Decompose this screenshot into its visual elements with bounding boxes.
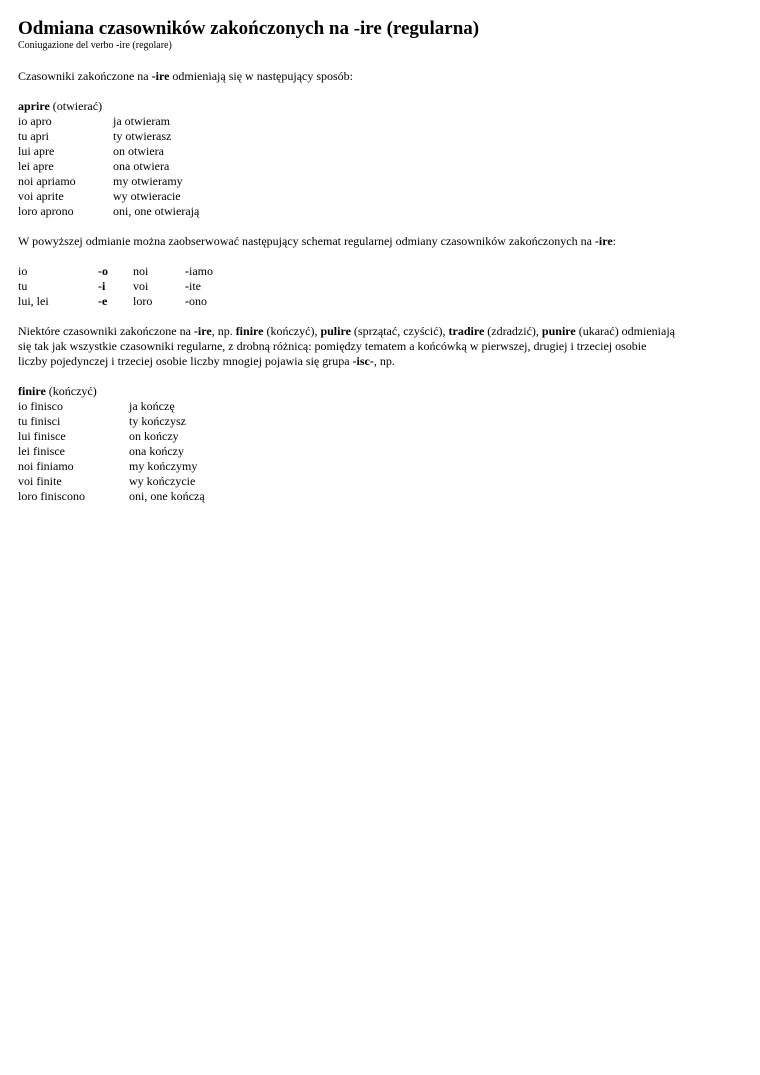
polish-form: ty otwierasz: [113, 129, 172, 143]
conjugation-row: [18, 459, 708, 474]
conjugation-row: [18, 174, 708, 189]
intro-text-before: Czasowniki zakończone na: [18, 69, 152, 83]
finire-conjugation: [18, 384, 708, 504]
italian-form: io apro: [18, 114, 52, 128]
polish-form: ty kończysz: [129, 414, 186, 428]
plural-ending: [185, 264, 213, 279]
page-subtitle: Coniugazione del verbo -ire (regolare): [18, 40, 172, 51]
note-verb-pulire: pulire: [320, 324, 351, 338]
plural-pronoun: loro: [133, 294, 153, 308]
singular-pronoun: io: [18, 264, 28, 278]
polish-form: on otwiera: [113, 144, 164, 158]
pattern-intro-text-before: W powyższej odmianie można zaobserwować następujący schemat regularnej odmiany czasowników zakończonych na: [18, 234, 595, 248]
note-text: (zdradzić),: [484, 324, 542, 338]
pattern-row: [18, 264, 708, 279]
plural-ending: [185, 294, 207, 309]
note-text: , np.: [373, 354, 395, 368]
conjugation-row: [18, 489, 708, 504]
plural-pronoun: voi: [133, 279, 149, 293]
plural-ending-rest: ono: [189, 294, 207, 308]
pattern-row: [18, 279, 708, 294]
polish-form: oni, one otwierają: [113, 204, 200, 218]
finire-verb: finire: [18, 384, 46, 398]
note-verb-punire: punire: [541, 324, 576, 338]
isc-note-paragraph: [18, 324, 678, 369]
conjugation-row: [18, 474, 708, 489]
polish-form: ona otwiera: [113, 159, 170, 173]
conjugation-row: [18, 129, 708, 144]
polish-form: ja kończę: [129, 399, 175, 413]
plural-ending-rest: ite: [189, 279, 201, 293]
italian-form: noi apriamo: [18, 174, 76, 188]
polish-form: my otwieramy: [113, 174, 183, 188]
polish-form: ja otwieram: [113, 114, 170, 128]
conjugation-row: [18, 414, 708, 429]
singular-pronoun: lui, lei: [18, 294, 49, 308]
conjugation-row: [18, 444, 708, 459]
italian-form: voi aprite: [18, 189, 64, 203]
plural-ending: [185, 279, 201, 294]
note-verb-finire: finire: [235, 324, 264, 338]
aprire-verb: aprire: [18, 99, 50, 113]
italian-form: loro finiscono: [18, 489, 85, 503]
note-text: Niektóre czasowniki zakończone na: [18, 324, 194, 338]
conjugation-row: [18, 114, 708, 129]
note-text: , np.: [211, 324, 236, 338]
note-ending: -ire: [193, 324, 212, 338]
italian-form: lui finisce: [18, 429, 66, 443]
document-page: [0, 0, 726, 504]
polish-form: on kończy: [129, 429, 179, 443]
plural-pronoun: noi: [133, 264, 149, 278]
plural-ending-rest: iamo: [189, 264, 213, 278]
plural-ending-dash: -: [185, 279, 189, 293]
intro-paragraph: [18, 69, 708, 84]
note-infix-isc: -isc-: [352, 354, 374, 368]
finire-translation: (kończyć): [45, 384, 97, 398]
polish-form: wy kończycie: [129, 474, 196, 488]
aprire-conjugation: [18, 99, 708, 219]
italian-form: io finisco: [18, 399, 63, 413]
singular-pronoun: tu: [18, 279, 28, 293]
intro-ending: -ire: [151, 69, 170, 83]
singular-ending: -i: [98, 279, 106, 293]
pattern-row: [18, 294, 708, 309]
plural-ending-dash: -: [185, 264, 189, 278]
italian-form: tu apri: [18, 129, 49, 143]
conjugation-row: [18, 144, 708, 159]
singular-ending: -o: [98, 264, 108, 278]
conjugation-row: [18, 204, 708, 219]
aprire-translation: (otwierać): [49, 99, 103, 113]
note-text: (sprzątać, czyścić),: [350, 324, 449, 338]
aprire-heading: [18, 99, 708, 114]
conjugation-row: [18, 429, 708, 444]
note-verb-tradire: tradire: [448, 324, 485, 338]
singular-ending: -e: [98, 294, 108, 308]
conjugation-row: [18, 159, 708, 174]
italian-form: loro aprono: [18, 204, 74, 218]
pattern-intro-paragraph: [18, 234, 708, 249]
plural-ending-dash: -: [185, 294, 189, 308]
polish-form: ona kończy: [129, 444, 184, 458]
conjugation-row: [18, 189, 708, 204]
italian-form: voi finite: [18, 474, 62, 488]
polish-form: wy otwieracie: [113, 189, 181, 203]
intro-text-after: odmieniają się w następujący sposób:: [169, 69, 354, 83]
finire-heading: [18, 384, 708, 399]
polish-form: my kończymy: [129, 459, 198, 473]
conjugation-row: [18, 399, 708, 414]
pattern-intro-ending: -ire: [594, 234, 613, 248]
italian-form: lui apre: [18, 144, 55, 158]
italian-form: lei finisce: [18, 444, 65, 458]
note-text: (kończyć),: [263, 324, 321, 338]
italian-form: tu finisci: [18, 414, 61, 428]
page-title: Odmiana czasowników zakończonych na -ire (regularna): [18, 18, 480, 39]
pattern-intro-text-after: :: [612, 234, 616, 248]
italian-form: lei apre: [18, 159, 54, 173]
ending-pattern-table: [18, 264, 708, 309]
note-text: (ukarać) odmieniają się tak jak wszystkie czasowniki regularne, z drobną różnicą: pomiędzy tematem a końcówką w pierwszej, drugiej i trzeciej osobie liczby pojedynczej i trzeciej osobie liczby mnogiej pojawia się grupa: [18, 324, 675, 368]
polish-form: oni, one kończą: [129, 489, 205, 503]
italian-form: noi finiamo: [18, 459, 74, 473]
